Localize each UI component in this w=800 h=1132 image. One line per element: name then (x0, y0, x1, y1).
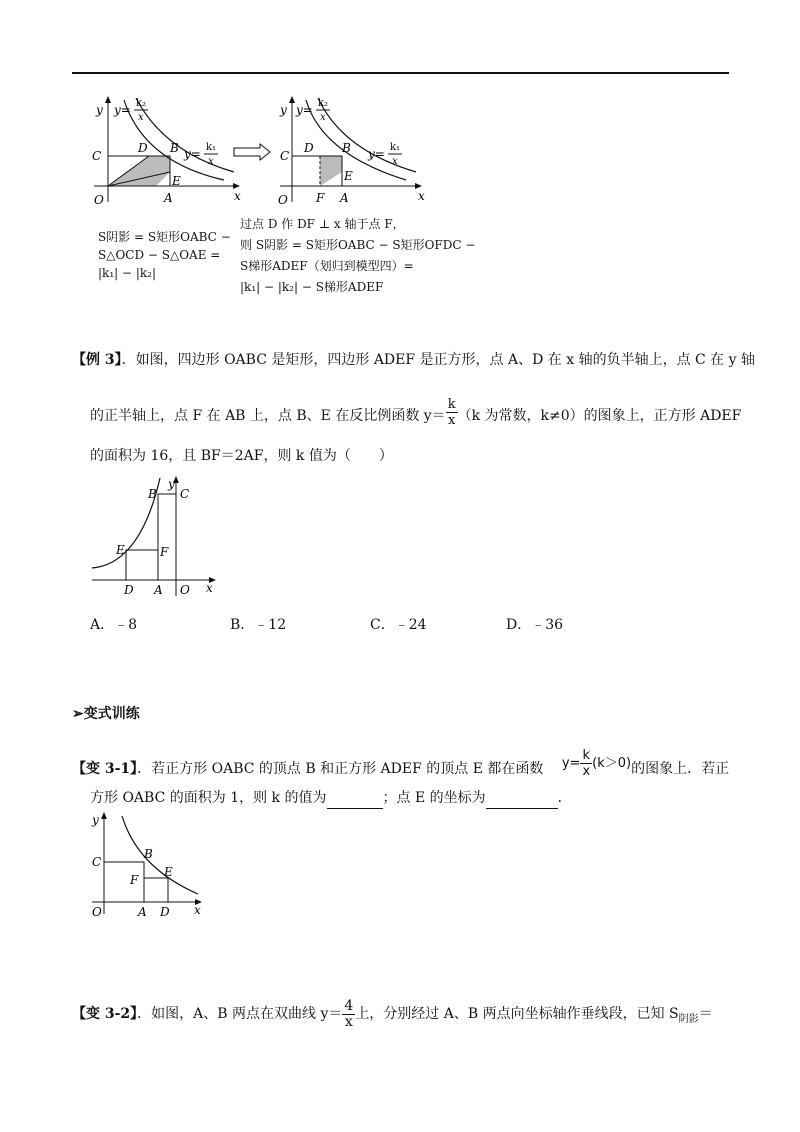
variant-text: 方形 OABC 的面积为 1，则 k 的值为 (90, 790, 327, 806)
formula-left-line: S阴影 = S矩形OABC − (98, 230, 231, 244)
answer-blank-k[interactable] (327, 788, 383, 809)
example3-line2 (90, 396, 741, 436)
choice-d[interactable]: D．﹣36 (506, 617, 564, 633)
fig2-x: x (418, 189, 425, 203)
arrowhead-bullet-icon: ➢ (72, 706, 84, 722)
function-expression (562, 742, 631, 786)
fig2-c: C (280, 149, 290, 163)
fig1-k1-num: k₁ (206, 142, 217, 153)
choice-c[interactable]: C．﹣24 (370, 617, 427, 633)
fig1-y: y (96, 103, 103, 117)
variant-text: ；点 E 的坐标为 (382, 790, 486, 806)
variant-tag: 【变 3-2】 (72, 1006, 138, 1022)
fig1-d: D (138, 141, 148, 155)
v31-b: B (144, 847, 153, 861)
y-arrow (289, 96, 295, 103)
example-text: ．如图，四边形 OABC 是矩形，四边形 ADEF 是正方形，点 A、D 在 x 轴的负半轴上，点 C 在 y 轴 (121, 352, 755, 368)
fig1-eq-y2: y= (184, 147, 201, 161)
example-tag: 【例 3】 (72, 352, 122, 368)
choice-b[interactable]: B．﹣12 (230, 617, 287, 633)
choice-a[interactable]: A．﹣8 (90, 617, 138, 633)
fig1-a: A (164, 191, 173, 205)
formula-left (98, 228, 231, 282)
fig2-b: B (342, 141, 351, 155)
v31-c: C (92, 855, 102, 869)
ex3-o: O (180, 583, 190, 597)
func-suffix: (k＞0) (592, 756, 632, 771)
variant-text: 的图象上．若正 (631, 761, 730, 777)
formula-right (240, 214, 475, 298)
fig1-k2-num: k₂ (136, 98, 147, 109)
variant31-figure (88, 808, 212, 920)
fig2-eq-y: y= (296, 103, 313, 117)
ex3-y: y (168, 477, 175, 491)
fraction-k-over-x (446, 397, 458, 428)
ex3-d: D (124, 583, 134, 597)
v31-a: A (138, 905, 147, 919)
ex3-x: x (206, 581, 213, 595)
formula-right-line: S梯形ADEF（划归到模型四）= (240, 259, 414, 273)
frac-num: k (447, 397, 456, 412)
section-title: 变式训练 (83, 706, 140, 722)
fig2-k1-num: k₁ (390, 142, 401, 153)
ex3-b: B (148, 487, 157, 501)
square-adef (144, 878, 168, 902)
subscript: 阴影 (678, 1013, 699, 1025)
fig2-eq-y2: y= (368, 147, 385, 161)
answer-blank-e[interactable] (486, 788, 558, 809)
example-text: （k 为常数，k≠0）的图象上，正方形 ADEF (457, 408, 742, 424)
ex3-c: C (180, 487, 190, 501)
fig2-k2-num: k₂ (318, 98, 329, 109)
frac-num: k (580, 748, 592, 764)
fig1-e: E (172, 174, 181, 188)
shaded-region (320, 156, 342, 186)
example3-line1 (72, 350, 755, 370)
frac-den: x (582, 764, 591, 779)
rect-oabc (158, 494, 176, 580)
fig2-a: A (340, 191, 349, 205)
frac-den: x (447, 413, 456, 428)
fig2-k1-den: x (392, 156, 398, 167)
fig1-c: C (92, 149, 102, 163)
variant-text: ．若正方形 OABC 的顶点 B 和正方形 ADEF 的顶点 E 都在函数 (137, 761, 544, 777)
example3-line3: 的面积为 16，且 BF＝2AF，则 k 值为（ ） (90, 448, 393, 464)
arrow-right-icon (232, 142, 274, 162)
formula-right-line: 过点 D 作 DF ⊥ x 轴于点 F， (240, 217, 405, 231)
fig2-f: F (316, 191, 325, 205)
v31-y: y (92, 813, 99, 827)
variant-text: ． (557, 790, 572, 806)
fig1-k2-den: x (138, 112, 144, 123)
y-arrow (101, 812, 107, 819)
v31-e: E (164, 865, 173, 879)
y-arrow (105, 96, 111, 103)
shaded-region (108, 156, 170, 186)
ex3-f: F (160, 545, 169, 559)
v31-d: D (160, 905, 170, 919)
formula-right-line: |k₁| − |k₂| − S梯形ADEF (240, 280, 384, 294)
example3-figure (90, 476, 220, 600)
frac-num: 4 (344, 997, 354, 1014)
variant31-line2 (90, 788, 572, 809)
figure-model-left (84, 92, 244, 217)
formula-right-line: 则 S阴影 = S矩形OABC − S矩形OFDC − (240, 238, 476, 252)
variant32-line (72, 992, 713, 1036)
formula-left-line: S△OCD − S△OAE = (98, 248, 221, 262)
variant-text: ．如图，A、B 两点在双曲线 y＝ (137, 1006, 343, 1022)
fig1-x: x (234, 189, 241, 203)
frac-den: x (344, 1013, 353, 1030)
fig2-d: D (304, 141, 314, 155)
v31-x: x (194, 903, 201, 917)
fig2-k2-den: x (320, 112, 326, 123)
variant-text: 上，分别经过 A、B 两点向坐标轴作垂线段，已知 S (355, 1006, 679, 1022)
fig1-k1-den: x (208, 156, 214, 167)
fig1-b: B (170, 141, 179, 155)
fraction-k-over-x (580, 748, 592, 779)
v31-o: O (92, 905, 102, 919)
fig2-e: E (344, 169, 353, 183)
variant-text: ＝ (698, 1006, 713, 1022)
variant-tag: 【变 3-1】 (72, 761, 138, 777)
ex3-a: A (154, 583, 163, 597)
ex3-e: E (116, 543, 125, 557)
figure-model-right (276, 92, 436, 217)
example-text: 的正半轴上，点 F 在 AB 上，点 B、E 在反比例函数 y＝ (90, 408, 446, 424)
section-heading (72, 704, 140, 724)
fig1-o: O (94, 193, 104, 207)
v31-f: F (130, 873, 139, 887)
square-adef (126, 550, 158, 580)
fig1-eq-y: y= (114, 103, 131, 117)
variant31-line1 (72, 742, 729, 786)
func-prefix: y= (561, 756, 581, 771)
fig2-o: O (278, 193, 288, 207)
fraction-4-over-x (342, 999, 355, 1030)
formula-left-line: |k₁| − |k₂| (98, 266, 157, 280)
fig2-y: y (280, 103, 287, 117)
header-rule (72, 72, 729, 74)
